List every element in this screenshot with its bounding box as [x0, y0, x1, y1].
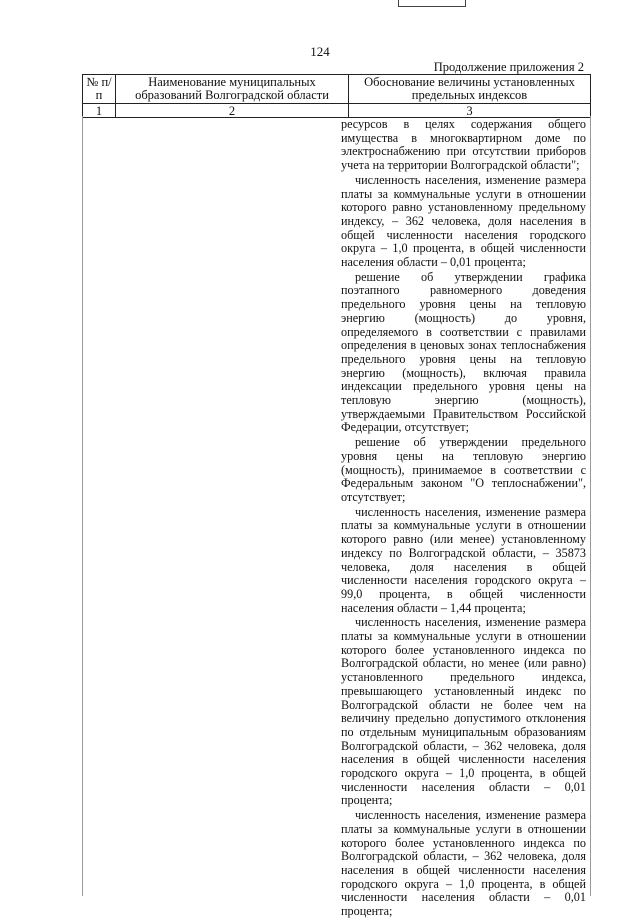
column-number-1: 1 — [83, 104, 116, 118]
header-cell-municipality: Наименование муниципальных образований Волгоградской области — [116, 75, 349, 104]
table-header-row — [83, 75, 591, 104]
paragraph: численность населения, изменение размера платы за коммунальные услуги в отношении которого равно (или менее) установленному индексу по Волгоградской области, – 35873 человека, доля населения в общей численности населения городского округа – 99,0 процента, в общей численности населения области – 1,44 процента; — [341, 504, 586, 615]
binding-mark — [398, 0, 466, 7]
paragraph: решение об утверждении предельного уровня цены на тепловую энергию (мощность), принимаемое в соответствии с Федеральным законом "О теплоснабжении", отсутствует; — [341, 435, 586, 504]
column-number-3: 3 — [349, 104, 591, 118]
header-cell-number: № п/п — [83, 75, 116, 104]
paragraph: численность населения, изменение размера платы за коммунальные услуги в отношении которого более установленного индекса по Волгоградской области, но менее (или равно) установленного предельного индекса, превышающего установленный индекс по Волгоградской области не более чем на величину предельно допустимого отклонения по отдельным муниципальным образованиям Волгоградской области, – 362 человека, доля населения в общей численности населения городского округа – 1,0 процента, в общей численности населения области – 0,01 процента; — [341, 615, 586, 808]
table-left-border — [82, 116, 83, 896]
table-header — [82, 74, 591, 118]
column-number-2: 2 — [116, 104, 349, 118]
page-number: 124 — [310, 44, 330, 59]
paragraph: численность населения, изменение размера платы за коммунальные услуги в отношении которого более установленного индекса по Волгоградской области, – 362 человека, доля населения в общей численности населения городского округа – 1,0 процента, в общей численности населения области – 0,01 процента; — [341, 808, 586, 919]
paragraph: решение об утверждении графика поэтапного равномерного доведения предельного уровня цены на тепловую энергию (мощность) до уровня, определяемого в соответствии с правилами определения в ценовых зонах теплоснабжения предельного уровня цены на тепловую энергию (мощность), включая правила индексации предельного уровня цены на тепловую энергию (мощность), утверждаемыми Правительством Российской Федерации, отсутствует; — [341, 269, 586, 435]
paragraph: ресурсов в целях содержания общего имущества в многоквартирном доме по электроснабжению при отсутствии приборов учета на территории Волгоградской области"; — [341, 117, 586, 173]
appendix-continuation-note: Продолжение приложения 2 — [433, 60, 584, 74]
justification-text — [341, 118, 586, 920]
header-cell-justification: Обоснование величины установленных предельных индексов — [349, 75, 591, 104]
table-column-numbers-row — [83, 104, 591, 118]
paragraph: численность населения, изменение размера платы за коммунальные услуги в отношении которого равно установленному предельному индексу, – 362 человека, доля населения в общей численности населения городского округа – 1,0 процента, в общей численности населения области – 0,01 процента; — [341, 172, 586, 270]
table-right-border — [590, 116, 591, 896]
